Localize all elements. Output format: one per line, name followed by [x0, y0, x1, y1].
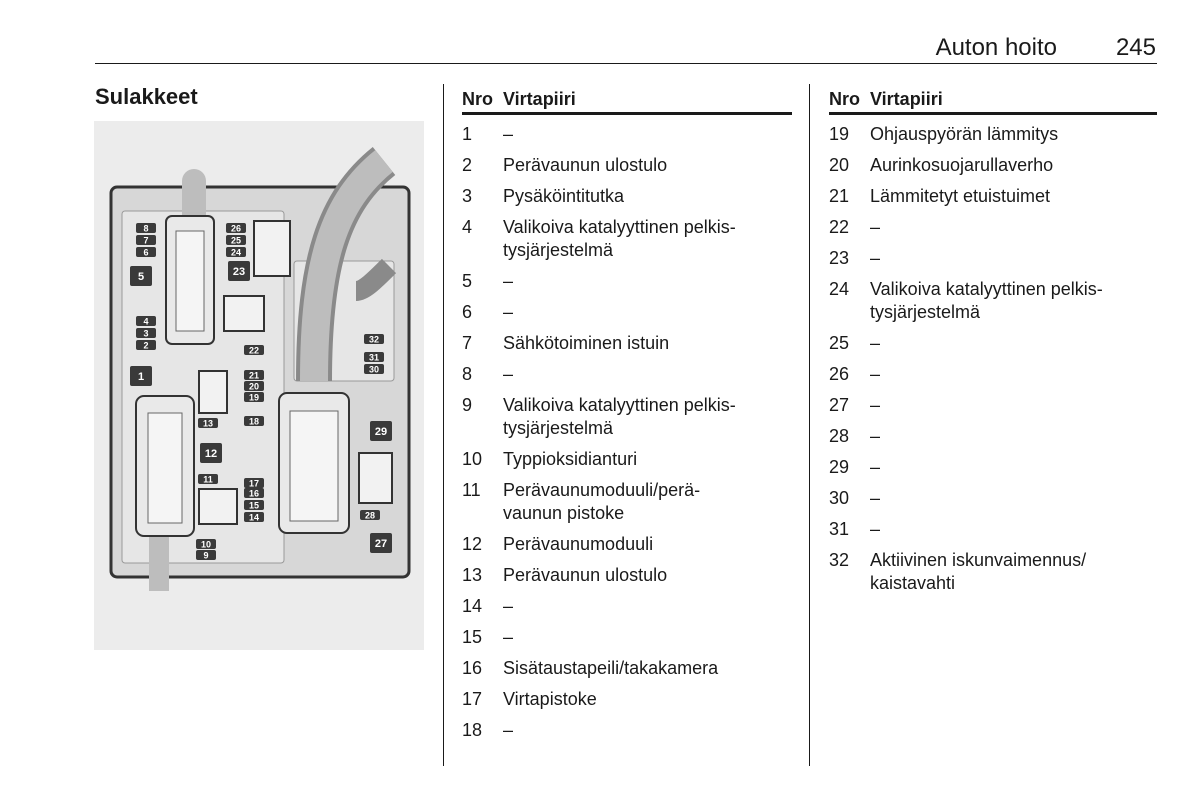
fuse-number-text: 1 — [137, 371, 145, 383]
fuse-number-text: 4 — [143, 316, 149, 327]
fuse-circuit: – — [503, 627, 514, 647]
column-header-number: Nro — [829, 89, 860, 109]
table-row — [462, 185, 792, 208]
fuse-18-label — [244, 416, 264, 427]
fuse-circuit: – — [870, 217, 881, 237]
fuse-number: 14 — [462, 596, 483, 616]
fuse-number: 5 — [462, 271, 473, 291]
column-header-number: Nro — [462, 89, 493, 109]
column-header-circuit: Virtapiiri — [870, 89, 943, 109]
fuse-number-text: 32 — [368, 334, 380, 345]
fuse-number: 3 — [462, 186, 473, 206]
fuse-circuit: Aktiivinen iskunvaimennus/ kaistavahti — [870, 550, 1087, 593]
fuse-28-label — [360, 510, 380, 521]
table-row — [462, 270, 792, 293]
fuse-circuit: Lämmitetyt etuistuimet — [870, 186, 1051, 206]
table-row — [462, 688, 792, 711]
fuse-4-label — [136, 316, 156, 327]
fuse-16-label — [244, 488, 264, 499]
fuse-number: 20 — [829, 155, 850, 175]
fuse-number-text: 3 — [143, 328, 149, 339]
fuse-number: 32 — [829, 550, 850, 570]
fuse-number-text: 19 — [248, 392, 260, 403]
fuse-number: 8 — [462, 364, 473, 384]
fuse-circuit: Valikoiva katalyyttinen pelkis- tysjärjestelmä — [503, 217, 736, 260]
fuse-circuit: Aurinkosuojarullaverho — [870, 155, 1054, 175]
fuse-circuit: – — [870, 488, 881, 508]
fuse-22-label — [244, 345, 264, 356]
fuse-number: 16 — [462, 658, 483, 678]
fuse-5-label — [130, 266, 152, 286]
fuse-19-label — [244, 392, 264, 403]
column-header-circuit: Virtapiiri — [503, 89, 576, 109]
fuse-15-label — [244, 500, 264, 511]
fuse-2-label — [136, 340, 156, 351]
fuse-circuit: Typpioksidianturi — [503, 449, 638, 469]
fuse-circuit: – — [503, 302, 514, 322]
fuse-number-text: 13 — [202, 418, 214, 429]
fuse-number: 23 — [829, 248, 850, 268]
fuse-number-text: 21 — [248, 370, 260, 381]
fuse-number-text: 27 — [374, 538, 388, 550]
fuse-number-text: 7 — [143, 235, 149, 246]
fuse-number: 25 — [829, 333, 850, 353]
fuse-number: 31 — [829, 519, 850, 539]
fuse-circuit: – — [870, 426, 881, 446]
fuse-number: 12 — [462, 534, 483, 554]
table-row — [462, 154, 792, 177]
fuse-box-figure — [94, 121, 424, 650]
header-rule — [95, 63, 1157, 64]
table-row — [462, 123, 792, 146]
fuse-number: 18 — [462, 720, 483, 740]
fuse-circuit: – — [503, 596, 514, 616]
table-row — [829, 487, 1157, 510]
fuse-circuit: – — [870, 248, 881, 268]
fuse-number: 26 — [829, 364, 850, 384]
table-row — [462, 448, 792, 471]
fuse-number-text: 24 — [230, 247, 242, 258]
table-row — [829, 278, 1157, 324]
section-title: Sulakkeet — [95, 84, 198, 109]
fuse-circuit: Pysäköintitutka — [503, 186, 625, 206]
fuse-number: 4 — [462, 217, 473, 237]
fuse-1-label — [130, 366, 152, 386]
table-header — [829, 88, 1157, 115]
fuse-29-label — [370, 421, 392, 441]
fuse-number-text: 14 — [248, 512, 260, 523]
fuse-number-text: 17 — [248, 478, 260, 489]
table-row — [462, 564, 792, 587]
fuse-circuit: Virtapistoke — [503, 689, 597, 709]
fuse-circuit: – — [870, 457, 881, 477]
fuse-14-label — [244, 512, 264, 523]
fuse-8-label — [136, 223, 156, 234]
fuse-number: 13 — [462, 565, 483, 585]
fuse-number-text: 28 — [364, 510, 376, 521]
relay-slot-d — [359, 453, 392, 503]
fuse-circuit: Perävaunumoduuli/perä- vaunun pistoke — [503, 480, 701, 523]
fuse-9-label — [196, 550, 216, 561]
relay-slot-a — [224, 296, 264, 331]
fuse-number: 9 — [462, 395, 473, 415]
fuse-number: 1 — [462, 124, 473, 144]
fuse-3-label — [136, 328, 156, 339]
fuse-number-text: 16 — [248, 488, 260, 499]
fuse-number-text: 10 — [200, 539, 212, 550]
fuse-number: 27 — [829, 395, 850, 415]
fuse-21-label — [244, 370, 264, 381]
fuse-number-text: 22 — [248, 345, 260, 356]
fuse-10-label — [196, 539, 216, 550]
fuse-circuit: – — [870, 395, 881, 415]
fuse-number-text: 30 — [368, 364, 380, 375]
table-header — [462, 88, 792, 115]
fuse-circuit: Perävaunun ulostulo — [503, 565, 668, 585]
fuse-circuit: – — [503, 364, 514, 384]
fuse-circuit: Valikoiva katalyyttinen pelkis- tysjärjestelmä — [870, 279, 1103, 322]
fuse-number: 7 — [462, 333, 473, 353]
relay-slot-c — [199, 489, 237, 524]
fuse-number: 10 — [462, 449, 483, 469]
table-row — [829, 549, 1157, 595]
page-header-title: Auton hoito — [935, 34, 1057, 61]
fuse-number-text: 23 — [232, 266, 246, 278]
fuse-number: 15 — [462, 627, 483, 647]
fuse-number-text: 5 — [137, 271, 145, 283]
fuse-17-label — [244, 478, 264, 489]
fuse-number: 6 — [462, 302, 473, 322]
table-row — [462, 719, 792, 742]
table-row — [462, 595, 792, 618]
fuse-circuit: – — [503, 124, 514, 144]
table-row — [829, 456, 1157, 479]
table-row — [829, 247, 1157, 270]
table-row — [829, 154, 1157, 177]
fuse-circuit: – — [870, 519, 881, 539]
table-row — [462, 394, 792, 440]
fuse-number: 21 — [829, 186, 850, 206]
table-row — [462, 332, 792, 355]
table-row — [462, 479, 792, 525]
fuse-circuit: Perävaunun ulostulo — [503, 155, 668, 175]
table-row — [829, 216, 1157, 239]
fuse-6-label — [136, 247, 156, 258]
table-row — [829, 332, 1157, 355]
fuse-circuit: Sähkötoiminen istuin — [503, 333, 670, 353]
relay-slot-b — [199, 371, 227, 413]
fuse-31-label — [364, 352, 384, 363]
relay-slot-e — [254, 221, 290, 276]
fuse-number-text: 8 — [143, 223, 149, 234]
fuse-number: 30 — [829, 488, 850, 508]
fuse-20-label — [244, 381, 264, 392]
fuse-30-label — [364, 364, 384, 375]
table-row — [829, 185, 1157, 208]
table-body-2 — [829, 123, 1157, 595]
table-row — [462, 216, 792, 262]
fuse-number-text: 29 — [374, 426, 388, 438]
fuse-25-label — [226, 235, 246, 246]
fuse-number-text: 25 — [230, 235, 242, 246]
fuse-26-label — [226, 223, 246, 234]
table-row — [829, 425, 1157, 448]
table-row — [462, 626, 792, 649]
fuse-number-text: 2 — [143, 340, 149, 351]
fuse-table-column-1 — [462, 88, 792, 742]
fuse-number: 22 — [829, 217, 850, 237]
table-row — [462, 657, 792, 680]
fuse-7-label — [136, 235, 156, 246]
fuse-table-column-2 — [829, 88, 1157, 595]
fuse-circuit: – — [503, 720, 514, 740]
fuse-11-label — [198, 474, 218, 485]
table-row — [829, 394, 1157, 417]
fuse-circuit: – — [870, 364, 881, 384]
fuse-circuit: Sisätaustapeili/takakamera — [503, 658, 719, 678]
fuse-number-text: 11 — [203, 474, 213, 485]
fuse-circuit: – — [870, 333, 881, 353]
table-body-1 — [462, 123, 792, 742]
table-row — [462, 363, 792, 386]
fuse-number-text: 20 — [248, 381, 260, 392]
fuse-number: 24 — [829, 279, 850, 299]
table-row — [462, 301, 792, 324]
divider-right — [809, 84, 810, 766]
table-row — [462, 533, 792, 556]
fuse-number-text: 31 — [368, 352, 380, 363]
fuse-number: 17 — [462, 689, 483, 709]
table-row — [829, 363, 1157, 386]
fuse-24-label — [226, 247, 246, 258]
table-row — [829, 518, 1157, 541]
fuse-number: 2 — [462, 155, 473, 175]
fuse-23-label — [228, 261, 250, 281]
fuse-number: 28 — [829, 426, 850, 446]
fuse-circuit: Perävaunumoduuli — [503, 534, 654, 554]
fuse-circuit: – — [503, 271, 514, 291]
divider-left — [443, 84, 444, 766]
fuse-27-label — [370, 533, 392, 553]
fuse-number-text: 12 — [204, 448, 218, 460]
fuse-number-text: 6 — [143, 247, 149, 258]
page-number: 245 — [1115, 34, 1156, 61]
fuse-circuit: Ohjauspyörän lämmitys — [870, 124, 1059, 144]
fuse-13-label — [198, 418, 218, 429]
fuse-box-diagram — [94, 121, 424, 650]
fuse-32-label — [364, 334, 384, 345]
fuse-number: 29 — [829, 457, 850, 477]
table-row — [829, 123, 1157, 146]
fuse-number-text: 18 — [248, 416, 260, 427]
fuse-12-label — [200, 443, 222, 463]
fuse-number: 19 — [829, 124, 850, 144]
fuse-number-text: 9 — [203, 550, 209, 561]
fuse-number-text: 15 — [248, 500, 260, 511]
fuse-number: 11 — [462, 480, 481, 500]
fuse-circuit: Valikoiva katalyyttinen pelkis- tysjärjestelmä — [503, 395, 736, 438]
fuse-number-text: 26 — [230, 223, 242, 234]
